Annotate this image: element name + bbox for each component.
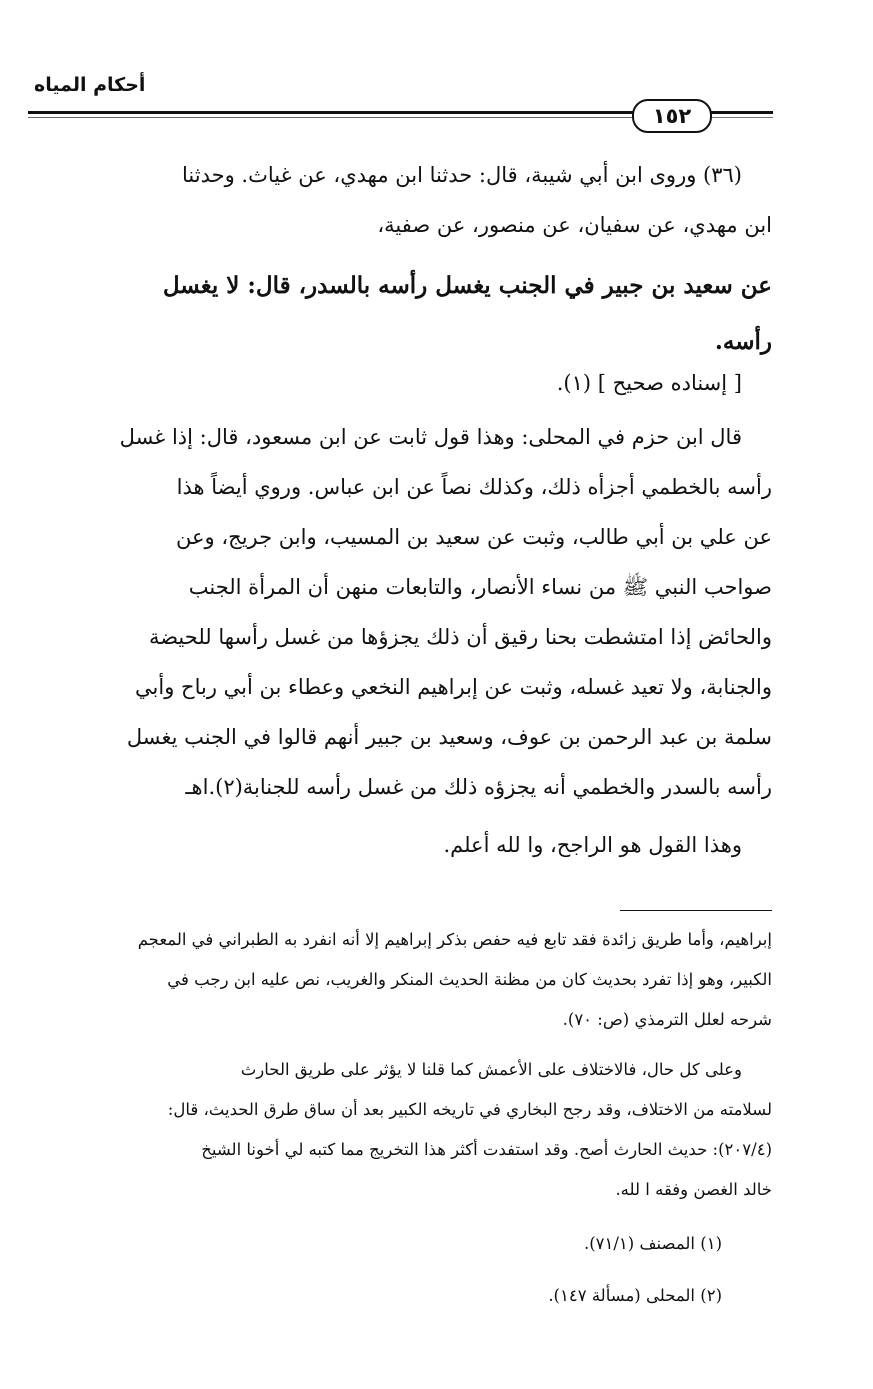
text-line: رأسه بالخطمي أجزأه ذلك، وكذلك نصاً عن ابن عباس. وروي أيضاً هذا [176,475,772,499]
paragraph-narration [52,150,772,250]
footnote-line: خالد الغصن وفقه ا لله. [615,1180,772,1199]
paragraph-athar-bold [52,258,772,370]
text-line: والحائض إذا امتشطت بحنا رقيق أن ذلك يجزؤها من غسل رأسها للحيضة [148,625,772,649]
text-line: ابن مهدي، عن سفيان، عن منصور، عن صفية، [377,213,772,237]
text-line: سلمة بن عبد الرحمن بن عوف، وسعيد بن جبير أنهم قالوا في الجنب يغسل [126,725,772,749]
text-line: عن علي بن أبي طالب، وثبت عن سعيد بن المسيب، وابن جريج، وعن [176,525,772,549]
footnote-1 [52,1224,772,1264]
text-line: (٣٦) وروى ابن أبي شيبة، قال: حدثنا ابن مهدي، عن غياث. وحدثنا [182,163,742,187]
paragraph-conclusion [52,820,772,870]
page-number: ١٥٢ [632,99,712,133]
text-line: قال ابن حزم في المحلى: وهذا قول ثابت عن ابن مسعود، قال: إذا غسل [119,425,742,449]
isnad-grading [52,358,772,408]
text-line: وهذا القول هو الراجح، وا لله أعلم. [443,833,742,857]
footnote-line: إبراهيم، وأما طريق زائدة فقد تابع فيه حفص بذكر إبراهيم إلا أنه انفرد به الطبراني في المعجم [137,930,772,949]
text-line: [ إسناده صحيح ] (١). [556,371,742,395]
paragraph-ibn-hazm [52,412,772,812]
text-line: رأسه بالسدر والخطمي أنه يجزؤه ذلك من غسل رأسه للجنابة(٢).اهـ [185,775,772,799]
text-line: رأسه. [714,328,772,355]
footnote-separator [620,910,772,911]
footnote-line: (٢٠٧/٤): حديث الحارث أصح. وقد استفدت أكثر هذا التخريج مما كتبه لي أخونا الشيخ [201,1140,772,1159]
header-rule-thin [28,117,633,118]
text-line: صواحب النبي ﷺ من نساء الأنصار، والتابعات منهن أن المرأة الجنب [188,575,772,599]
text-line: والجنابة، ولا تعيد غسله، وثبت عن إبراهيم النخعي وعطاء بن أبي رباح وأبي [135,675,772,699]
header-rule-right-thin [708,117,773,118]
text-line: عن سعيد بن جبير في الجنب يغسل رأسه بالسدر، قال: لا يغسل [162,272,772,299]
footnote-line: شرحه لعلل الترمذي (ص: ٧٠). [562,1010,772,1029]
footnote-line: وعلى كل حال، فالاختلاف على الأعمش كما قلنا لا يؤثر على طريق الحارث [240,1060,742,1079]
footnote-line: (٢) المحلى (مسألة ١٤٧). [548,1286,722,1305]
footnote-line: لسلامته من الاختلاف، وقد رجح البخاري في تاريخه الكبير بعد أن ساق طرق الحديث، قال: [167,1100,772,1119]
footnote-line: (١) المصنف (٧١/١). [583,1234,722,1253]
footnote-continuation [52,920,772,1040]
footnote-continuation-2 [52,1050,772,1210]
header-rule-right [708,111,773,114]
running-title: أحكام المياه [34,74,146,96]
footnote-2 [52,1276,772,1316]
footnote-line: الكبير، وهو إذا تفرد بحديث كان من مظنة الحديث المنكر والغريب، نص عليه ابن رجب في [167,970,772,989]
header-rule [28,111,633,114]
